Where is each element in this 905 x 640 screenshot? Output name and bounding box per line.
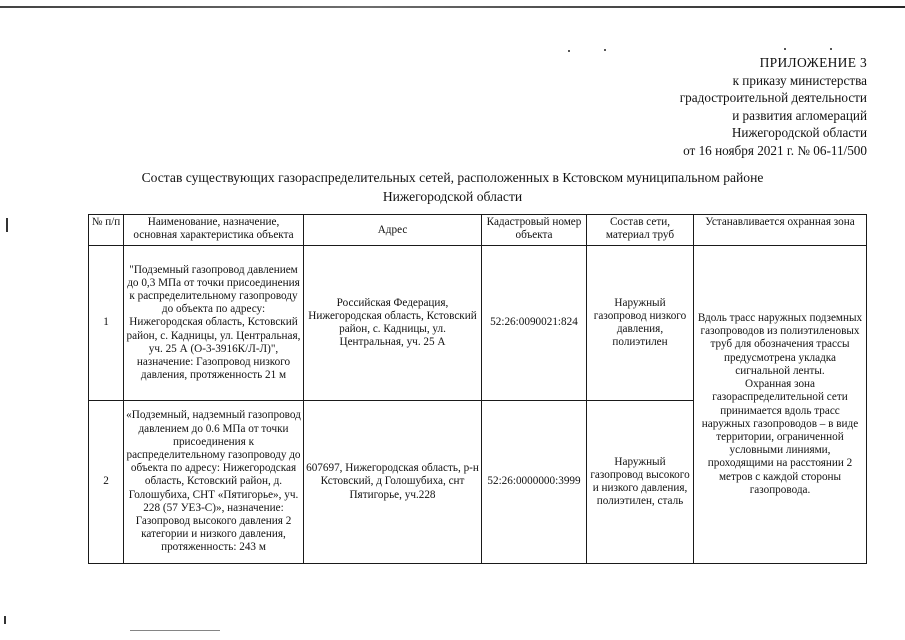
scan-speck [830,48,832,50]
appendix-order-date: от 16 ноября 2021 г. № 06-11/500 [683,142,867,158]
document-title [80,168,825,206]
header-zone: Устанавливается охранная зона [694,215,867,246]
scan-edge-mark [6,218,8,232]
header-num: № п/п [89,215,124,246]
protection-zone-text [696,312,864,497]
header-address: Адрес [304,215,482,246]
row-cadastral: 52:26:0090021:824 [482,246,587,401]
appendix-block [680,54,867,159]
zone-paragraph: Вдоль трасс наружных подземных газопроводов из полиэтиленовых труб для обозначения трассы предусмотрена укладка сигнальной ленты. [697,312,863,377]
zone-paragraph: Охранная зона газораспределительной сети принимается вдоль трасс наружных газопроводов – в виде территории, ограниченной условными линиями, проходящими на расстоянии 2 метров с каждой стороны газопровода. [701,378,859,496]
title-line: Нижегородской области [382,189,523,204]
table-header-row [89,215,867,246]
row-address: 607697, Нижегородская область, р-н Кстовский, д Голошубиха, снт Пятигорье, уч.228 [304,401,482,564]
row-num: 1 [89,246,124,401]
row-object-name: "Подземный газопровод давлением до 0,3 МПа от точки присоединения к распределительному газопроводу до объекта по адресу: Нижегородская область, Кстовский район, с. Кадницы, ул. Центральная, уч. 25 А (О-3-3916К/Л-Л)", назначение: Газопровод низкого давления, протяженность 21 м [124,246,304,401]
header-cadastral: Кадастровый номер объекта [482,215,587,246]
protection-zone-cell [694,246,867,564]
appendix-heading: ПРИЛОЖЕНИЕ 3 [759,55,867,70]
scan-edge-mark [4,616,6,624]
scan-speck [604,49,606,51]
table-row [89,246,867,401]
scan-speck [784,48,786,50]
scan-border-line [0,6,905,8]
row-network: Наружный газопровод низкого давления, полиэтилен [587,246,694,401]
title-line: Состав существующих газораспределительных сетей, расположенных в Кстовском муниципальном районе [141,170,764,185]
row-num: 2 [89,401,124,564]
scan-edge-mark [130,630,220,631]
row-cadastral: 52:26:0000000:3999 [482,401,587,564]
scan-speck [568,50,570,52]
appendix-line: градостроительной деятельности [679,90,867,105]
header-network: Состав сети, материал труб [587,215,694,246]
row-network: Наружный газопровод высокого и низкого давления, полиэтилен, сталь [587,401,694,564]
header-name: Наименование, назначение, основная характеристика объекта [124,215,304,246]
appendix-line: Нижегородской области [731,125,867,140]
appendix-line: и развития агломераций [732,107,867,123]
row-object-name: «Подземный, надземный газопровод давлением до 0.6 МПа от точки присоединения к распределительному газопроводу до объекта по адресу: Нижегородская область, Кстовский район, д. Голошубиха, СНТ «Пятигорье», уч. 228 (57 УЕЗ-С)», назначение: Газопровод высокого давления 2 категории и низкого давления, протяженность: 243 м [124,401,304,564]
gas-network-table [88,214,867,564]
row-address: Российская Федерация, Нижегородская область, Кстовский район, с. Кадницы, ул. Центральная, уч. 25 А [304,246,482,401]
appendix-line: к приказу министерства [732,72,867,88]
